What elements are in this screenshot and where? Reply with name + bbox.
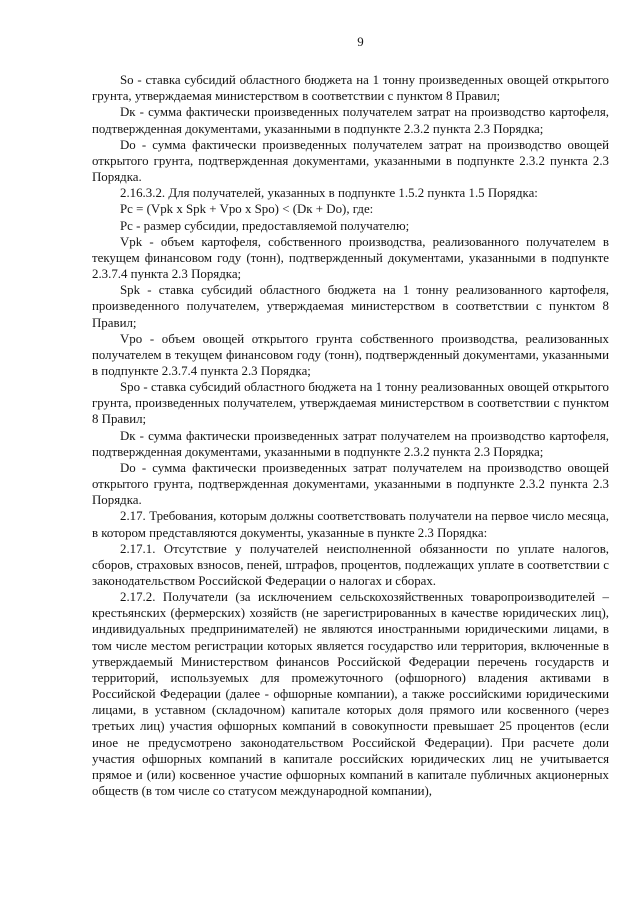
paragraph: Dк - сумма фактически произведенных получателем затрат на производство картофеля, подтвержденная документами, указанными в подпункте 2.3.2 пункта 2.3 Порядка; <box>92 105 609 136</box>
paragraph: So - ставка субсидий областного бюджета на 1 тонну произведенных овощей открытого грунта, утверждаемая министерством в соответствии с пунктом 8 Правил; <box>92 73 609 104</box>
paragraph: 2.17.2. Получатели (за исключением сельскохозяйственных товаропроизводителей – крестьянских (фермерских) хозяйств (не зарегистрированных в качестве юридических лиц), индивидуальных предпринимателей) не являются иностранными юридическими лицами, в том числе местом регистрации которых является государство или территория, включенные в утверждаемый Министерством финансов Российской Федерации перечень государств и территорий, используемых для промежуточного (офшорного) владения активами в Российской Федерации (далее - офшорные компании), а также российскими юридическими лицами, в уставном (складочном) капитале которых доля прямого или косвенного (через третьих лиц) участия офшорных компаний в совокупности превышает 25 процентов (если иное не предусмотрено законодательством Российской Федерации). При расчете доли участия офшорных компаний в капитале российских юридических лиц не учитывается прямое и (или) косвенное участие офшорных компаний в капитале публичных акционерных обществ (в том числе со статусом международной компании), <box>92 590 609 799</box>
formula-line: Pc = (Vpk x Spk + Vpo x Spo) < (Dк + Do), где: <box>120 202 374 217</box>
paragraph: Spo - ставка субсидий областного бюджета на 1 тонну реализованных овощей открытого грунта, произведенных получателем, утверждаемая министерством в соответствии с пунктом 8 Правил; <box>92 380 609 427</box>
paragraph: Pc - размер субсидии, предоставляемой получателю; <box>120 218 410 233</box>
paragraph: Spk - ставка субсидий областного бюджета на 1 тонну реализованного картофеля, произведенного получателем, утверждаемая министерством в соответствии с пунктом 8 Правил; <box>92 283 609 330</box>
paragraph: Vpk - объем картофеля, собственного производства, реализованного получателем в текущем финансовом году (тонн), подтвержденный документами, указанными в подпункте 2.3.7.4 пункта 2.3 Порядка; <box>92 234 609 282</box>
paragraph: 2.17.1. Отсутствие у получателей неисполненной обязанности по уплате налогов, сборов, страховых взносов, пеней, штрафов, процентов, подлежащих уплате в соответствии с законодательством Российской Федерации о налогах и сборах. <box>92 541 609 588</box>
paragraph: Dк - сумма фактически произведенных затрат получателем на производство картофеля, подтвержденная документами, указанными в подпункте 2.3.2 пункта 2.3 Порядка; <box>92 428 609 459</box>
document-body <box>92 72 609 799</box>
paragraph: 2.17. Требования, которым должны соответствовать получатели на первое число месяца, в котором представляются документы, указанные в пункте 2.3 Порядка: <box>92 509 609 540</box>
paragraph: 2.16.3.2. Для получателей, указанных в подпункте 1.5.2 пункта 1.5 Порядка: <box>120 186 538 201</box>
paragraph: Do - сумма фактически произведенных получателем затрат на производство овощей открытого грунта, подтвержденная документами, указанными в подпункте 2.3.2 пункта 2.3 Порядка. <box>92 137 609 185</box>
paragraph: Vpo - объем овощей открытого грунта собственного производства, реализованных получателем в текущем финансовом году (тонн), подтвержденный документами, указанными в подпункте 2.3.7.4 пункта 2.3 Порядка; <box>92 331 609 378</box>
page-number: 9 <box>357 35 364 49</box>
paragraph: Do - сумма фактически произведенных затрат получателем на производство овощей открытого грунта, подтвержденная документами, указанными в подпункте 2.3.2 пункта 2.3 Порядка. <box>92 460 609 508</box>
